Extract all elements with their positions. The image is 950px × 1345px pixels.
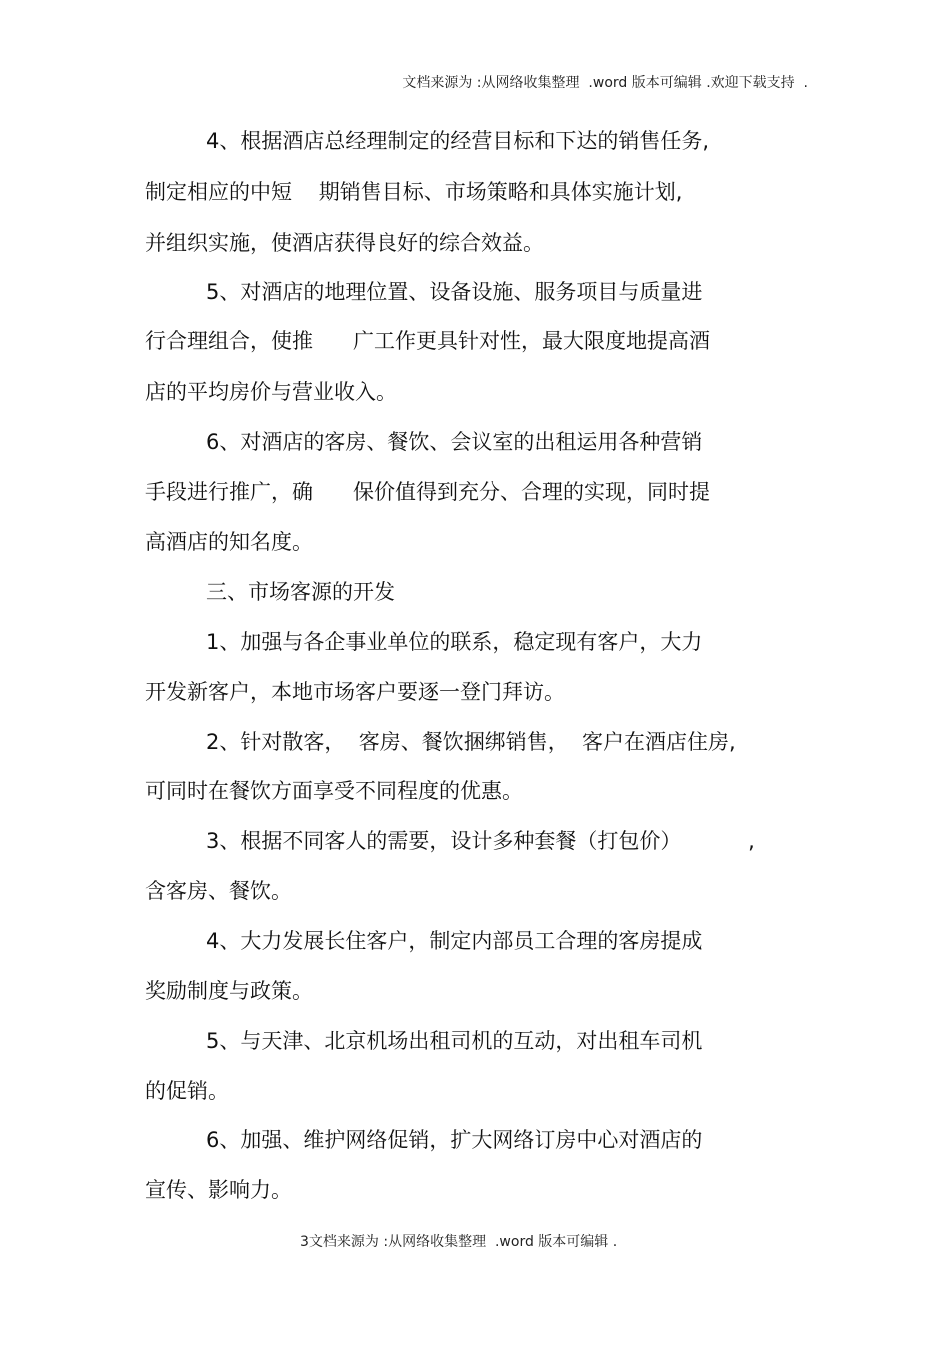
text-line: 奖励制度与政策。 <box>145 979 313 1003</box>
text-line: 高酒店的知名度。 <box>145 530 313 554</box>
text-line: 4、大力发展长住客户，制定内部员工合理的客房提成 <box>206 929 703 953</box>
text-line: 4、根据酒店总经理制定的经营目标和下达的销售任务, <box>206 129 710 153</box>
page-footer: 3文档来源为 :从网络收集整理 .word 版本可编辑 . <box>300 1234 618 1250</box>
text-line: 的促销。 <box>145 1079 229 1103</box>
text-line: 5、与天津、北京机场出租司机的互动，对出租车司机 <box>206 1029 703 1053</box>
text-line: 3、根据不同客人的需要，设计多种套餐（打包价） , <box>206 829 755 853</box>
text-line: 制定相应的中短 期销售目标、市场策略和具体实施计划, <box>145 180 683 204</box>
text-line: 1、加强与各企事业单位的联系，稳定现有客户，大力 <box>206 630 703 654</box>
text-line: 店的平均房价与营业收入。 <box>145 380 397 404</box>
text-line: 并组织实施，使酒店获得良好的综合效益。 <box>145 231 544 255</box>
text-line: 行合理组合，使推 广工作更具针对性，最大限度地提高酒 <box>145 329 711 353</box>
text-line: 宣传、影响力。 <box>145 1178 292 1202</box>
section-heading: 三、市场客源的开发 <box>206 580 395 604</box>
text-line: 开发新客户，本地市场客户要逐一登门拜访。 <box>145 680 565 704</box>
text-line: 含客房、餐饮。 <box>145 879 292 903</box>
text-line: 5、对酒店的地理位置、设备设施、服务项目与质量进 <box>206 280 703 304</box>
text-line: 2、针对散客， 客房、餐饮捆绑销售， 客户在酒店住房, <box>206 730 736 754</box>
text-line: 手段进行推广，确 保价值得到充分、合理的实现，同时提 <box>145 480 711 504</box>
text-line: 6、对酒店的客房、餐饮、会议室的出租运用各种营销 <box>206 430 703 454</box>
page-header: 文档来源为 :从网络收集整理 .word 版本可编辑 .欢迎下载支持 . <box>402 75 808 91</box>
text-line: 可同时在餐饮方面享受不同程度的优惠。 <box>145 779 523 803</box>
text-line: 6、加强、维护网络促销，扩大网络订房中心对酒店的 <box>206 1128 703 1152</box>
